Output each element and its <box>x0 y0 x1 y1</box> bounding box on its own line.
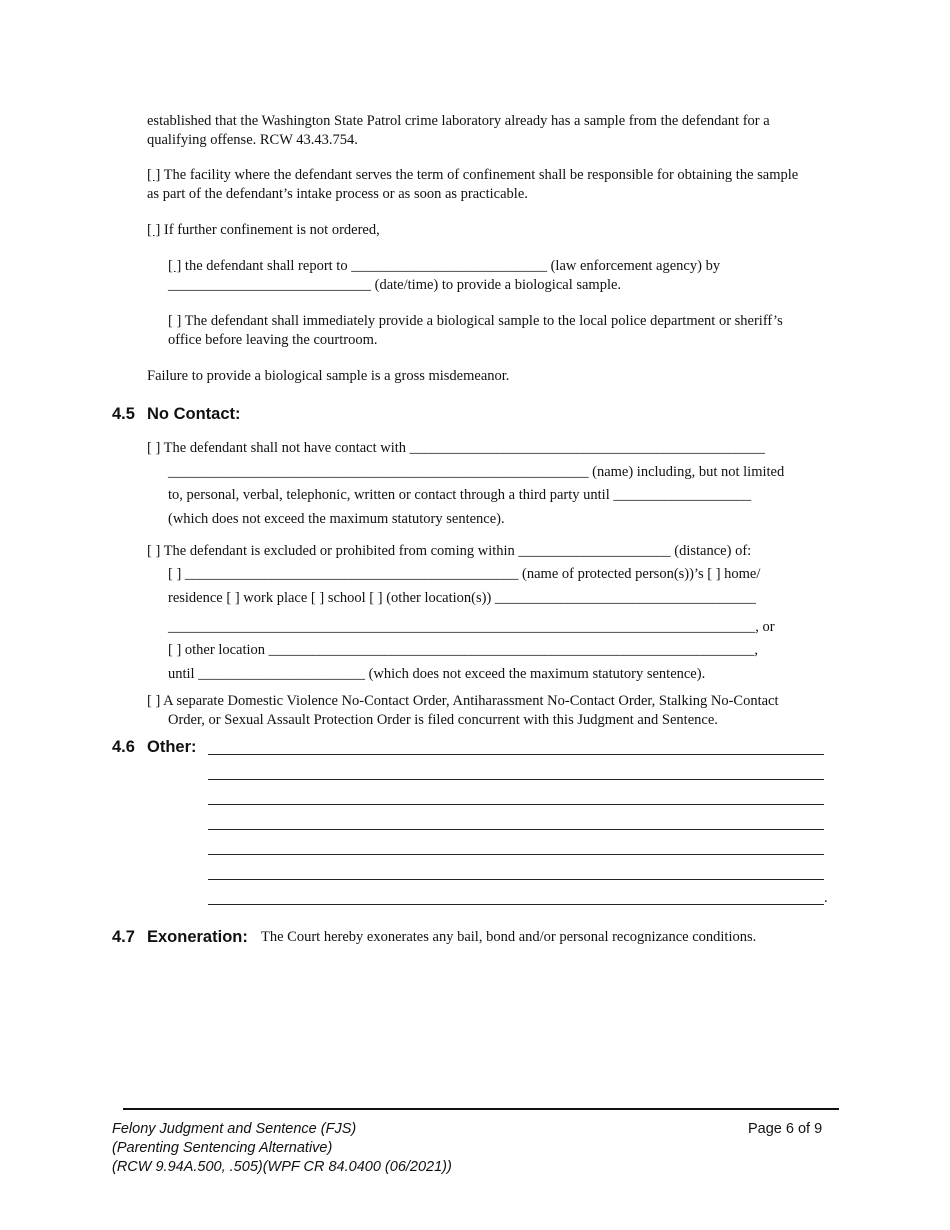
contact-line-4: (which does not exceed the maximum statutory sentence). <box>168 511 505 527</box>
facility-checkbox[interactable]: [ ] <box>147 167 161 183</box>
facility-line-1 <box>147 166 798 185</box>
other-blank-line[interactable] <box>208 904 824 905</box>
report-line-1 <box>168 257 720 276</box>
contact-line-3: to, personal, verbal, telephonic, written or contact through a third party until ___________________ <box>168 487 752 503</box>
exoneration-text: The Court hereby exonerates any bail, bond and/or personal recognizance conditions. <box>261 929 757 945</box>
other-blank-line[interactable] <box>208 879 824 880</box>
section-4-5-title: No Contact: <box>147 405 241 423</box>
footer-line-3: (RCW 9.94A.500, .505)(WPF CR 84.0400 (06/2021)) <box>112 1159 452 1175</box>
exclusion-line-1: [ ] The defendant is excluded or prohibited from coming within _____________________ (distance) of: <box>147 543 752 559</box>
other-blank-line[interactable] <box>208 754 824 755</box>
other-blank-line[interactable] <box>208 829 824 830</box>
contact-line-2: __________________________________________________________ (name) including, but not limited <box>168 464 785 480</box>
section-4-6-number: 4.6 <box>112 738 135 756</box>
other-blank-line[interactable] <box>208 854 824 855</box>
section-4-7-number: 4.7 <box>112 928 135 946</box>
footer-title <box>112 1120 452 1177</box>
section-4-6-heading <box>112 738 197 757</box>
intro-line-2: qualifying offense. RCW 43.43.754. <box>147 132 358 148</box>
immediate-line-2: office before leaving the courtroom. <box>168 332 378 348</box>
failure-text: Failure to provide a biological sample is a gross misdemeanor. <box>147 368 510 384</box>
contact-line-1: [ ] The defendant shall not have contact with _________________________________________________ <box>147 440 765 456</box>
page-number: Page 6 of 9 <box>748 1121 823 1137</box>
further-checkbox[interactable]: [ ] <box>147 222 161 238</box>
exclusion-line-2: [ ] ______________________________________________ (name of protected person(s))’s [ ] home/ <box>168 566 761 582</box>
exclusion-line-4: _________________________________________________________________________________, or <box>168 619 775 635</box>
other-end-period: . <box>824 890 828 906</box>
facility-text: The facility where the defendant serves the term of confinement shall be responsible for obtaining the sample <box>160 167 799 183</box>
section-4-7-heading <box>112 928 248 947</box>
intro-line-1: established that the Washington State Patrol crime laboratory already has a sample from the defendant for a <box>147 113 770 129</box>
separate-order-line-1: [ ] A separate Domestic Violence No-Contact Order, Antiharassment No-Contact Order, Stalking No-Contact <box>147 693 779 709</box>
further-text: If further confinement is not ordered, <box>160 222 380 238</box>
footer-divider <box>123 1108 839 1110</box>
exclusion-line-6: until _______________________ (which does not exceed the maximum statutory sentence). <box>168 666 706 682</box>
immediate-line-1: [ ] The defendant shall immediately provide a biological sample to the local police department or sheriff’s <box>168 313 783 329</box>
separate-order-line-2: Order, or Sexual Assault Protection Order is filed concurrent with this Judgment and Sentence. <box>168 712 718 728</box>
footer-line-1: Felony Judgment and Sentence (FJS) <box>112 1121 357 1137</box>
footer-line-2: (Parenting Sentencing Alternative) <box>112 1140 333 1156</box>
exclusion-line-5: [ ] other location ___________________________________________________________________, <box>168 642 759 658</box>
section-4-7-title: Exoneration: <box>147 928 248 946</box>
report-checkbox[interactable]: [ ] <box>168 258 182 274</box>
report-text: the defendant shall report to ___________________________ (law enforcement agency) by <box>181 258 721 274</box>
report-line-2: ____________________________ (date/time) to provide a biological sample. <box>168 277 622 293</box>
section-4-6-title: Other: <box>147 738 197 756</box>
section-4-5-heading <box>112 405 241 424</box>
exclusion-line-3: residence [ ] work place [ ] school [ ] (other location(s)) ____________________________________ <box>168 590 756 606</box>
facility-line-2: as part of the defendant’s intake process or as soon as practicable. <box>147 186 528 202</box>
other-blank-line[interactable] <box>208 804 824 805</box>
other-blank-line[interactable] <box>208 779 824 780</box>
further-line <box>147 221 380 240</box>
section-4-5-number: 4.5 <box>112 405 135 423</box>
